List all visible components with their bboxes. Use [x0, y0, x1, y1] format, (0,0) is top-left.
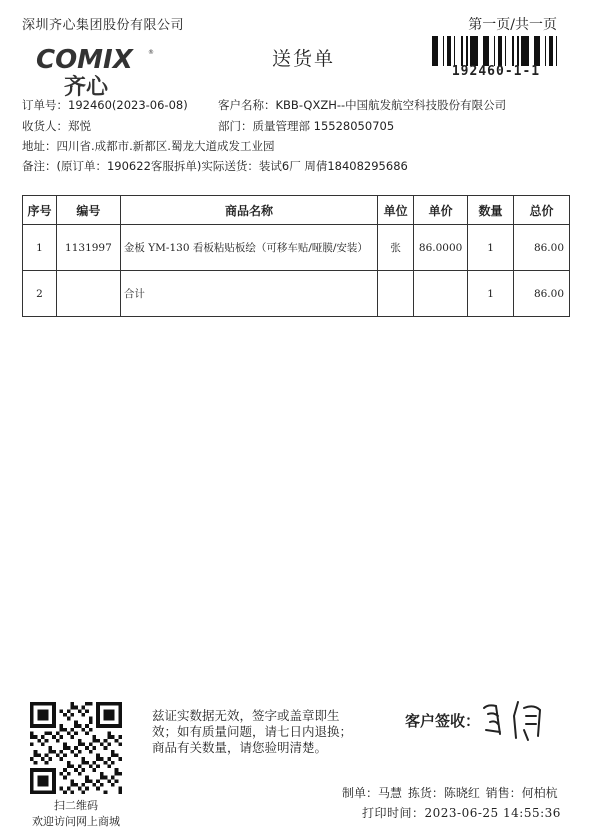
cell-name: 金板 YM-130 看板粘贴板绘（可移车贴/哑膜/安装） [120, 225, 377, 271]
cell-seq: 2 [23, 271, 57, 317]
cell-code [56, 271, 120, 317]
header-qty: 数量 [468, 196, 514, 225]
header-name: 商品名称 [120, 196, 377, 225]
header-code: 编号 [56, 196, 120, 225]
page-indicator: 第一页/共一页 [468, 17, 557, 33]
handwritten-signature [478, 694, 558, 744]
address: 地址：四川省.成都市.新都区.蜀龙大道成发工业园 [22, 139, 275, 153]
qr-caption-scan: 扫二维码 [54, 799, 98, 812]
table-row [23, 271, 570, 317]
header-price: 单价 [414, 196, 468, 225]
cell-name: 合计 [120, 271, 377, 317]
cell-code: 1131997 [56, 225, 120, 271]
cell-unit [378, 271, 414, 317]
svg-text:®: ® [148, 49, 154, 56]
logo-text: COMIX [36, 45, 133, 75]
cell-total: 86.00 [514, 225, 570, 271]
header-seq: 序号 [23, 196, 57, 225]
notice-text: 兹证实数据无效，签字或盖章即生效；如有质量问题，请七日内退换；商品有关数量，请您验明清楚。 [152, 708, 353, 755]
document-title: 送货单 [271, 48, 335, 70]
qr-caption-mall: 欢迎访问网上商城 [32, 815, 120, 828]
cell-total: 86.00 [514, 271, 570, 317]
remark: 备注：(原订单：190622客服拆单)实际送货：装试6厂 周倩18408295686 [22, 159, 408, 173]
customer-sign-label: 客户签收： [405, 712, 481, 730]
table-header-row [23, 196, 570, 225]
department: 部门：质量管理部 15528050705 [218, 119, 395, 133]
receiver: 收货人：郑悦 [22, 119, 91, 133]
cell-price: 86.0000 [414, 225, 468, 271]
print-time: 打印时间：2023-06-25 14:55:36 [362, 806, 561, 820]
cell-qty: 1 [468, 225, 514, 271]
barcode-icon [432, 36, 560, 66]
order-number: 订单号：192460(2023-06-08) [22, 98, 188, 112]
cell-qty: 1 [468, 271, 514, 317]
qr-code-icon[interactable] [30, 702, 122, 794]
cell-price [414, 271, 468, 317]
cell-unit: 张 [378, 225, 414, 271]
cell-seq: 1 [23, 225, 57, 271]
header-total: 总价 [514, 196, 570, 225]
items-table [22, 195, 570, 317]
table-row [23, 225, 570, 271]
staff-info: 制单：马慧 拣货：陈晓红 销售：何柏杭 [342, 786, 558, 800]
header-unit: 单位 [378, 196, 414, 225]
logo-subtext: 齐心 [64, 75, 109, 100]
barcode-number: 192460-1-1 [451, 64, 541, 79]
customer-name: 客户名称：KBB-QXZH--中国航发航空科技股份有限公司 [218, 98, 507, 112]
company-name: 深圳齐心集团股份有限公司 [22, 18, 185, 33]
